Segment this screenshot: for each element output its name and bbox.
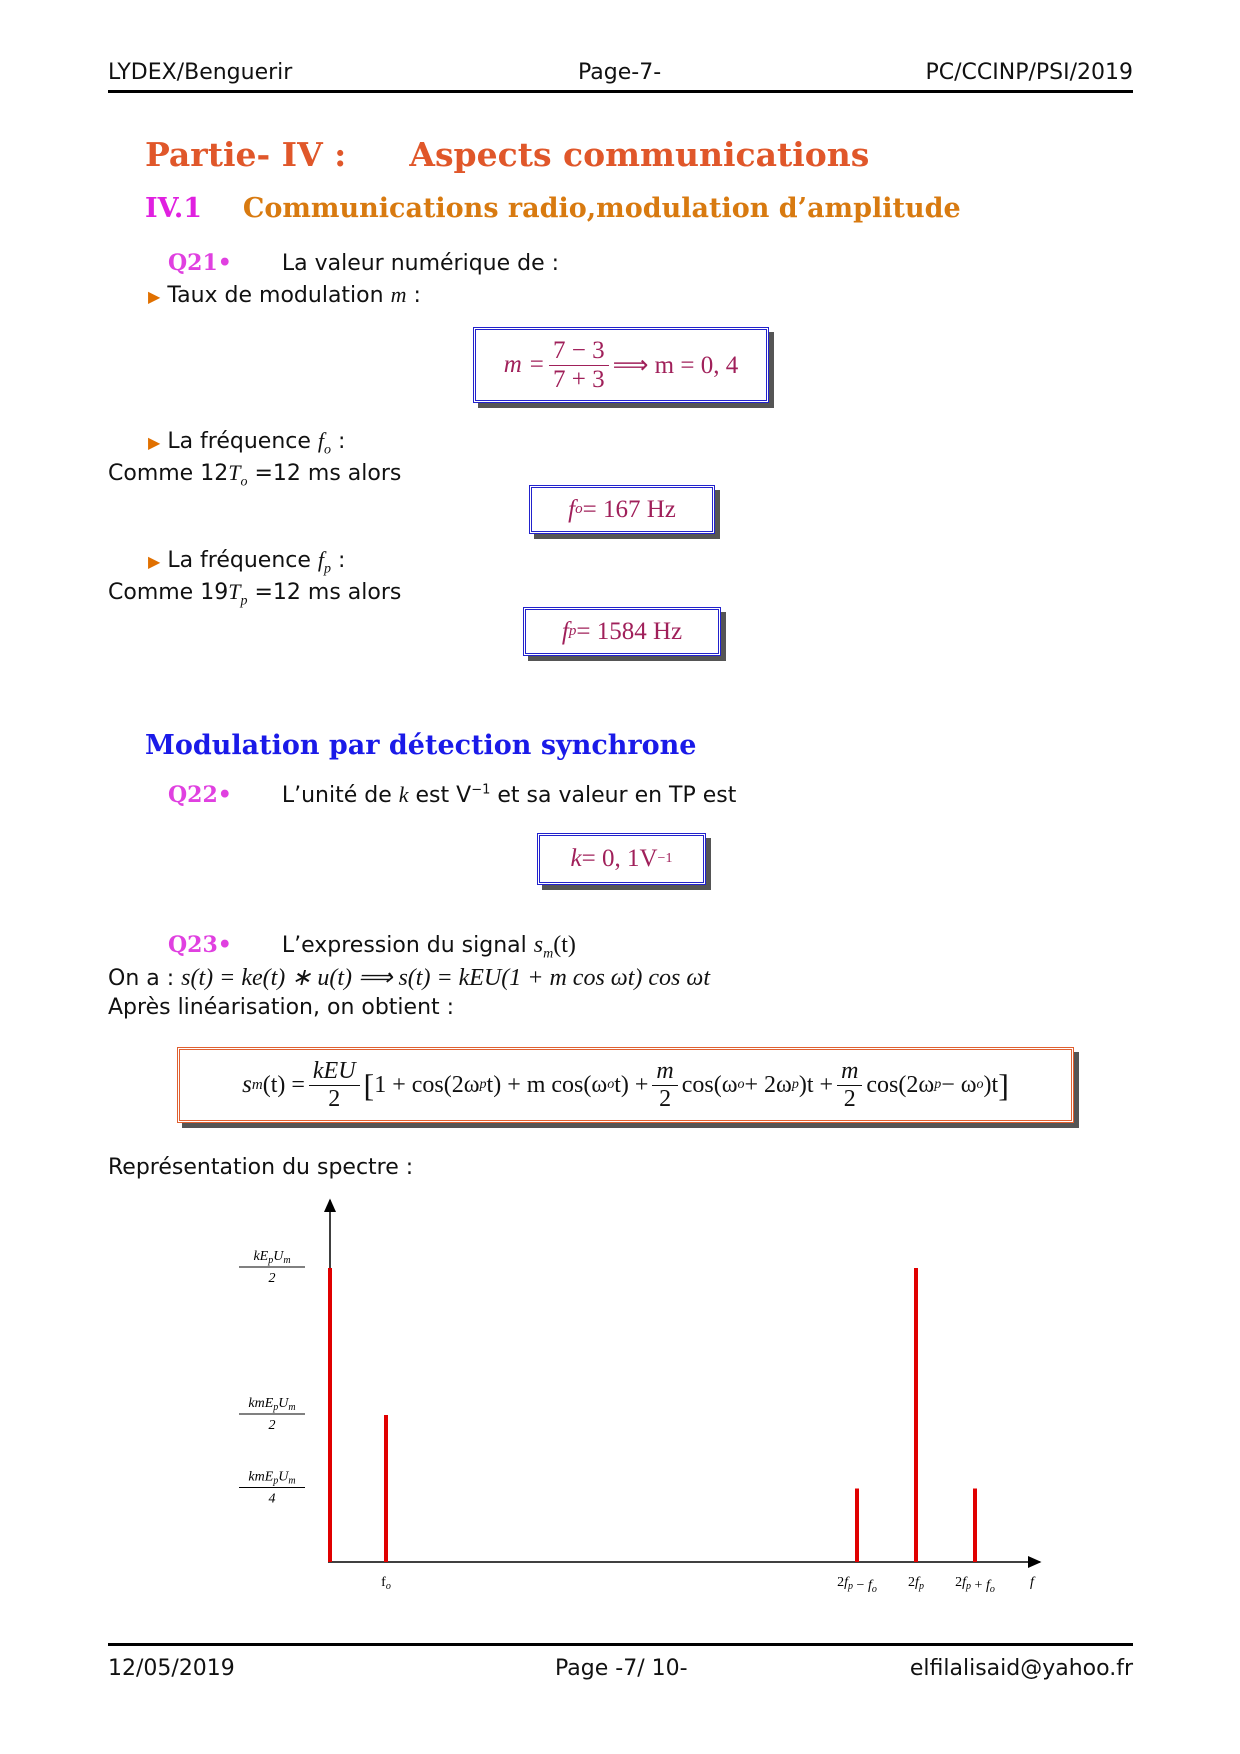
fp-val: = 1584 Hz xyxy=(576,617,683,645)
triangle-bullet-icon: ▶ xyxy=(148,433,161,452)
section1-title: Communications radio,modulation d’amplitude xyxy=(242,193,961,224)
q22-text-pre: L’unité de xyxy=(281,783,392,808)
q23-after-line: Après linéarisation, on obtient : xyxy=(108,995,455,1020)
bullet2-sub: o xyxy=(324,442,332,458)
header-left: LYDEX/Benguerir xyxy=(108,60,293,85)
q23-sig: s xyxy=(533,932,544,958)
q23-text: L’expression du signal xyxy=(281,933,527,958)
m-lhs: m = xyxy=(503,351,545,378)
svg-text:2: 2 xyxy=(268,1271,276,1286)
m-numerator: 7 − 3 xyxy=(549,337,609,366)
formula-body9: )t xyxy=(983,1071,999,1098)
bullet3-sub: p xyxy=(324,561,332,577)
y-tick-label-0 xyxy=(239,1249,305,1286)
bullet2-var: f xyxy=(317,428,325,453)
footer-center: Page -7/ 10- xyxy=(555,1656,688,1681)
spectrum-label: Représentation du spectre : xyxy=(108,1155,414,1180)
q23-line1-pre: On a : xyxy=(108,966,175,991)
x-tick-label-1: $2f_p - f_o$ xyxy=(837,1575,877,1595)
formula-lhs: (t) = xyxy=(262,1071,305,1098)
bullet2-end: : xyxy=(331,429,346,454)
q22-label: Q22• xyxy=(168,782,232,808)
formula-body5: + 2ω xyxy=(744,1071,792,1098)
svg-text:2: 2 xyxy=(268,1418,276,1433)
x-tick-label-2: $2f_p$ xyxy=(908,1575,924,1592)
svg-text:4: 4 xyxy=(268,1491,276,1507)
q23-line1-math: s(t) = ke(t) ∗ u(t) ⟹ s(t) = kEU(1 + m cos ωt) cos ωt xyxy=(181,965,711,991)
formula-body4: cos(ω xyxy=(681,1071,738,1098)
svg-text:kmEpUm: $kmE_pU_m$ xyxy=(248,1469,296,1487)
formula-22: 2 xyxy=(843,1085,856,1112)
svg-text:kmEpUm: $kmE_pU_m$ xyxy=(248,1396,296,1413)
footer-right: elfilalisaid@yahoo.fr xyxy=(909,1656,1133,1681)
section1-num: IV.1 xyxy=(145,193,203,224)
y-tick-label-2 xyxy=(239,1470,305,1507)
formula-m1: m xyxy=(652,1058,677,1085)
formula-body3: t) + xyxy=(614,1071,649,1098)
formula-21: 2 xyxy=(659,1085,672,1112)
sm-formula-box: s m (t) = $\frac{\text{kEU}}{2}$ [ 1 + cos(2ω p t) + m cos(ω o t) + $\frac{m}{2}$ cos(ω o + 2ω p )t + $\frac{m}{2}$ cos(2ω p − ω o )t ] xyxy=(177,1047,1074,1123)
formula-numerator: kEU xyxy=(309,1058,360,1085)
svg-text:kEpUm: $kE_pU_m$ xyxy=(253,1249,291,1266)
q23-label: Q23• xyxy=(168,932,232,958)
footer-rule xyxy=(108,1643,1133,1646)
formula-denominator: 2 xyxy=(328,1085,341,1112)
bullet3-var: f xyxy=(317,547,325,572)
bullet1-text: Taux de modulation xyxy=(167,283,384,308)
q22-text-mid: est V xyxy=(415,783,472,808)
q22-text-var: k xyxy=(398,782,409,807)
fo-sub: o xyxy=(575,501,583,517)
fo-var: f xyxy=(568,495,576,523)
header-center: Page-7- xyxy=(578,60,662,85)
line2-post: =12 ms alors xyxy=(247,461,402,486)
formula-body6: )t + xyxy=(798,1071,834,1098)
y-tick-label-1 xyxy=(239,1396,305,1433)
header-right: PC/CCINP/PSI/2019 xyxy=(925,60,1133,85)
section2-heading: Modulation par détection synchrone xyxy=(145,730,697,761)
bullet1-end: : xyxy=(406,283,421,308)
q22-text-post: et sa valeur en TP est xyxy=(497,783,737,808)
formula-body1: 1 + cos(2ω xyxy=(374,1071,480,1098)
formula-body7: cos(2ω xyxy=(866,1071,935,1098)
part-label: Partie- IV : xyxy=(145,135,347,174)
bullet3-text: La fréquence xyxy=(167,548,311,573)
k-val: = 0, 1V xyxy=(581,845,658,872)
part-title: Aspects communications xyxy=(409,135,870,174)
q21-text: La valeur numérique de : xyxy=(281,251,560,276)
q21-label: Q21• xyxy=(168,250,232,276)
triangle-bullet-icon: ▶ xyxy=(148,287,161,306)
line2-pre: Comme 12 xyxy=(108,461,229,486)
m-denominator: 7 + 3 xyxy=(552,365,605,393)
formula-body8: − ω xyxy=(941,1071,977,1098)
bullet3-end: : xyxy=(331,548,346,573)
line3-sub: p xyxy=(240,593,248,609)
formula-m2: m xyxy=(837,1058,862,1085)
line2-var: T xyxy=(228,460,241,485)
q22-text-sup: −1 xyxy=(471,782,491,798)
line3-post: =12 ms alors xyxy=(247,580,402,605)
bullet2-text: La fréquence xyxy=(167,429,311,454)
fp-sub: p xyxy=(568,623,577,639)
fp-var: f xyxy=(561,617,569,645)
fo-val: = 167 Hz xyxy=(582,495,676,523)
line3-var: T xyxy=(228,579,241,604)
q23-sig-arg: (t) xyxy=(553,932,576,958)
footer-left: 12/05/2019 xyxy=(108,1656,235,1681)
bullet1-var: m xyxy=(390,282,407,307)
line2-sub: o xyxy=(240,474,248,490)
k-sup: −1 xyxy=(657,851,673,866)
x-axis-label: f xyxy=(1030,1575,1034,1590)
formula-body2: t) + m cos(ω xyxy=(486,1071,608,1098)
k-var: k xyxy=(570,845,582,872)
x-tick-label-0: $f_o$ xyxy=(381,1575,391,1592)
q23-sig-sub: m xyxy=(543,946,554,962)
triangle-bullet-icon: ▶ xyxy=(148,552,161,571)
x-tick-label-3: $2f_p + f_o$ xyxy=(955,1575,995,1595)
line3-pre: Comme 19 xyxy=(108,580,229,605)
m-rhs: ⟹ m = 0, 4 xyxy=(612,352,739,379)
